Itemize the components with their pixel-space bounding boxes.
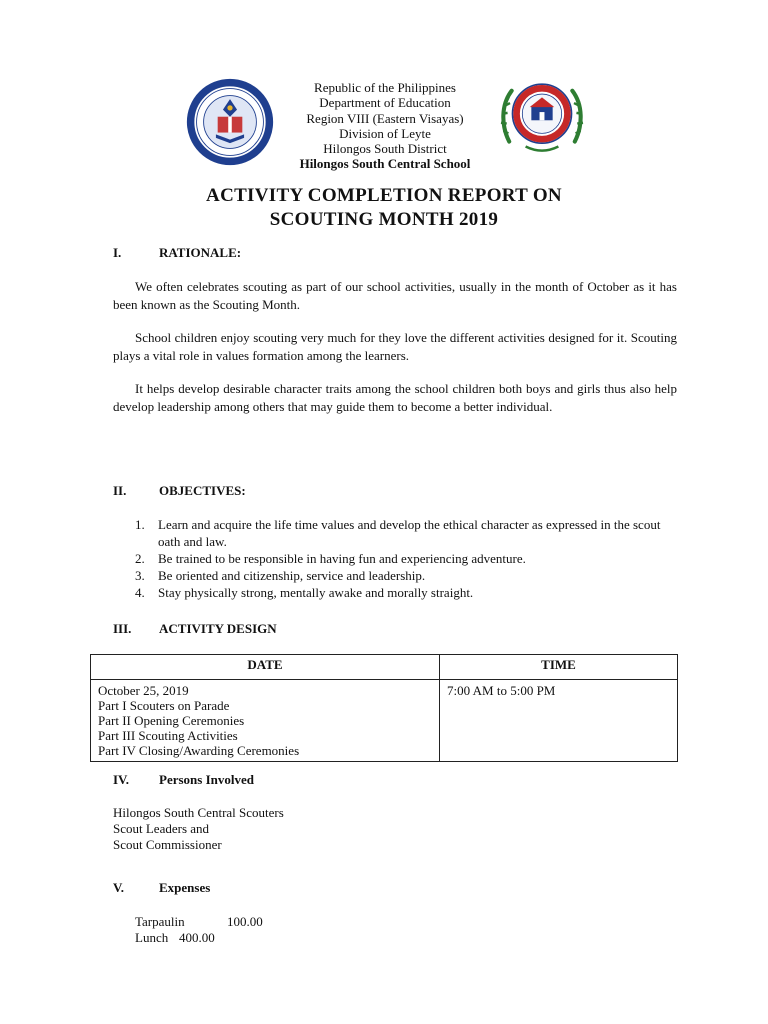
column-header-date: DATE xyxy=(91,655,440,680)
report-title-line: SCOUTING MONTH 2019 xyxy=(269,209,499,230)
list-item: 1. Learn and acquire the life time values and develop the ethical character as expressed in the scout oath and law. xyxy=(135,517,661,549)
list-item: Scout Leaders and xyxy=(113,821,210,836)
letterhead-line: Region VIII (Eastern Visayas) xyxy=(306,110,464,126)
expense-amount: 100.00 xyxy=(227,914,263,929)
section-title: ACTIVITY DESIGN xyxy=(159,621,277,636)
list-item: 2. Be trained to be responsible in having fun and experiencing adventure. xyxy=(135,551,526,566)
section-number: I. xyxy=(113,245,122,260)
letterhead-line: Division of Leyte xyxy=(339,125,431,141)
report-title xyxy=(100,184,668,232)
rationale-paragraph: We often celebrates scouting as part of our school activities, usually in the month of October as it has been known as the Scouting Month. xyxy=(113,279,677,312)
rationale-paragraph: It helps develop desirable character traits among the school children both boys and girls thus also help develop leadership among others that may guide them to become a better individual. xyxy=(113,381,677,414)
section-number: II. xyxy=(113,483,127,498)
section-number: V. xyxy=(113,880,124,895)
section-title: Expenses xyxy=(159,880,211,895)
expenses-list xyxy=(135,914,263,946)
section-title: OBJECTIVES: xyxy=(159,483,246,498)
column-header-time: TIME xyxy=(440,655,678,680)
letterhead xyxy=(260,80,510,172)
section-number: IV. xyxy=(113,772,130,787)
list-item: 4. Stay physically strong, mentally awake and morally straight. xyxy=(135,585,474,600)
section-number: III. xyxy=(113,621,132,636)
table-header-row xyxy=(91,655,678,680)
letterhead-line: Republic of the Philippines xyxy=(314,80,456,95)
expense-label: Tarpaulin xyxy=(135,914,185,929)
letterhead-line: Department of Education xyxy=(319,95,451,111)
expense-row xyxy=(135,914,263,930)
rationale-paragraph: School children enjoy scouting very much for they love the different activities designed for it. Scouting plays a vital role in values formation among the learners. xyxy=(113,330,677,363)
table-row xyxy=(91,680,678,762)
persons-list xyxy=(113,805,284,853)
school-name: Hilongos South Central School xyxy=(299,156,471,172)
section-heading-objectives xyxy=(113,483,246,499)
list-item: Scout Commissioner xyxy=(113,837,222,852)
section-title: Persons Involved xyxy=(159,772,254,787)
section-heading-rationale xyxy=(113,245,241,261)
date-cell: October 25, 2019 Part I Scouters on Parade Part II Opening Ceremonies Part III Scouting Activities Part IV Closing/Awarding Ceremonies xyxy=(91,680,440,762)
expense-amount: 400.00 xyxy=(179,930,215,945)
expense-label: Lunch xyxy=(135,930,169,945)
objectives-list xyxy=(113,516,677,601)
list-item: 3. Be oriented and citizenship, service and leadership. xyxy=(135,568,426,583)
list-item: Hilongos South Central Scouters xyxy=(113,805,284,820)
section-heading-persons xyxy=(113,772,254,788)
time-cell: 7:00 AM to 5:00 PM xyxy=(440,680,678,762)
report-title-line: ACTIVITY COMPLETION REPORT ON xyxy=(206,185,562,206)
section-heading-expenses xyxy=(113,880,210,896)
section-heading-activity-design xyxy=(113,621,277,637)
section-title: RATIONALE: xyxy=(159,245,242,260)
activity-design-table xyxy=(90,654,678,762)
letterhead-line: Hilongos South District xyxy=(323,141,447,157)
expense-row xyxy=(135,930,263,946)
